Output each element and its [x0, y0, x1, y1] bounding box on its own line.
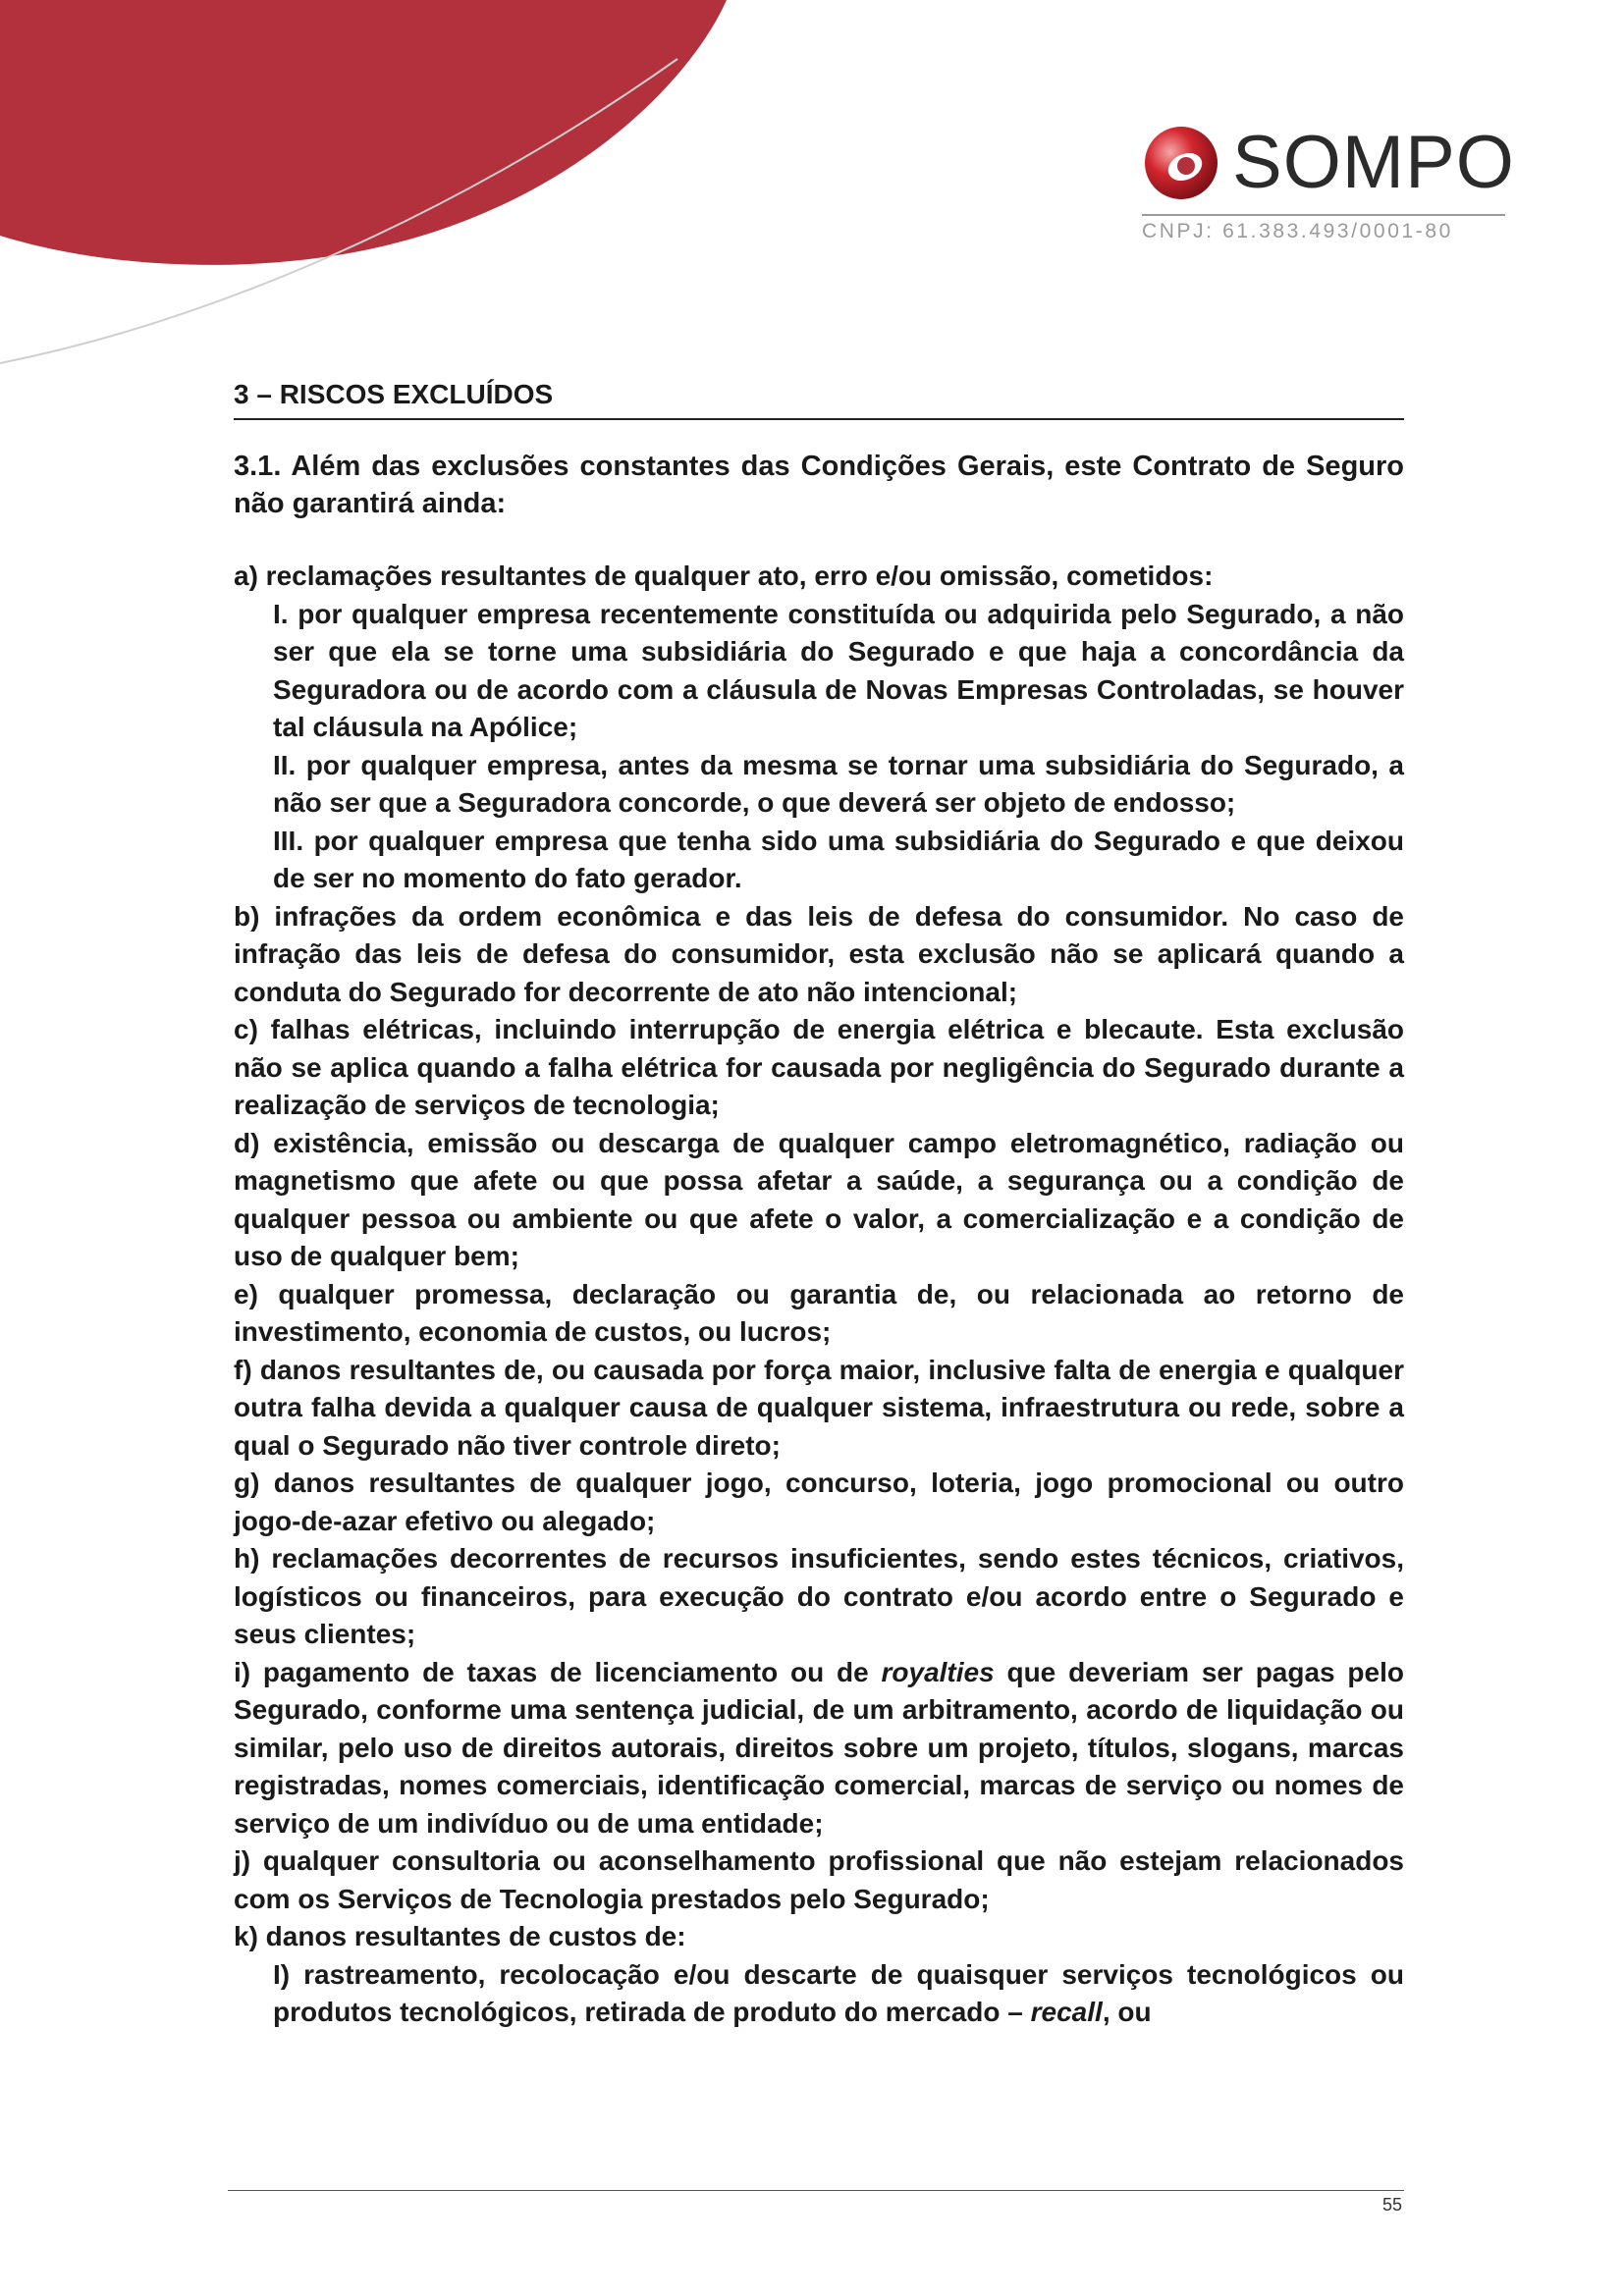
clause-e: e) qualquer promessa, declaração ou garantia de, ou relacionada ao retorno de investimento, economia de custos, ou lucros;: [234, 1278, 1404, 1347]
clause-c: c) falhas elétricas, incluindo interrupção de energia elétrica e blecaute. Esta exclusão não se aplica quando a falha elétrica for causada por negligência do Segurado durante a realização de serviços de tecnologia;: [234, 1014, 1404, 1120]
clause-k-item-1: [273, 1956, 1404, 2032]
clause-i-text-end: que deveriam ser pagas pelo Segurado, conforme uma sentença judicial, de um arbitramento, acordo de liquidação ou similar, pelo uso de direitos autorais, direitos sobre um projeto, títulos, slogans, marcas registradas, nomes comerciais, identificação comercial, marcas de serviço ou nomes de serviço de um indivíduo ou de uma entidade;: [234, 1656, 1404, 1839]
red-arc-shape: [0, 0, 727, 265]
clause-a-item-2: II. por qualquer empresa, antes da mesma se tornar uma subsidiária do Segurado, a não ser que a Seguradora concorde, o que deverá ser objeto de endosso;: [273, 749, 1404, 818]
clause-i-emphasis: royalties: [881, 1656, 995, 1687]
clause-i-text-start: i) pagamento de taxas de licenciamento ou de: [234, 1656, 882, 1687]
clause-d: d) existência, emissão ou descarga de qualquer campo eletromagnético, radiação ou magnetismo que afete ou que possa afetar a saúde, a segurança ou a condição de qualquer pessoa ou ambiente ou que afete o valor, a comercialização e a condição de uso de qualquer bem;: [234, 1127, 1404, 1271]
clause-k-item-text-start: I) rastreamento, recolocação e/ou descarte de quaisquer serviços tecnológicos ou produtos tecnológicos, retirada de produto do mercado –: [273, 1958, 1404, 2027]
clause-a: a) reclamações resultantes de qualquer ato, erro e/ou omissão, cometidos:: [234, 561, 1214, 591]
page-number: 55: [1381, 2195, 1402, 2215]
clause-a-item-3: III. por qualquer empresa que tenha sido uma subsidiária do Segurado e que deixou de ser no momento do fato gerador.: [273, 825, 1404, 893]
clause-j: j) qualquer consultoria ou aconselhamento profissional que não estejam relacionados com os Serviços de Tecnologia prestados pelo Segurado;: [234, 1845, 1404, 1914]
section-intro: 3.1. Além das exclusões constantes das Condições Gerais, este Contrato de Seguro não garantirá ainda:: [234, 451, 1404, 519]
clause-f: f) danos resultantes de, ou causada por força maior, inclusive falta de energia e qualquer outra falha devida a qualquer causa de qualquer sistema, infraestrutura ou rede, sobre a qual o Segurado não tiver controle direto;: [234, 1354, 1404, 1461]
clause-g: g) danos resultantes de qualquer jogo, concurso, loteria, jogo promocional ou outro jogo-de-azar efetivo ou alegado;: [234, 1468, 1404, 1536]
exclusions-list: [234, 558, 1404, 2032]
sompo-logo-icon: [1142, 124, 1220, 202]
clause-h: h) reclamações decorrentes de recursos insuficientes, sendo estes técnicos, criativos, logísticos ou financeiros, para execução do contrato e/ou acordo entre o Segurado e seus clientes;: [234, 1543, 1404, 1649]
clause-b: b) infrações da ordem econômica e das leis de defesa do consumidor. No caso de infração das leis de defesa do consumidor, esta exclusão não se aplicará quando a conduta do Segurado for decorrente de ato não intencional;: [234, 900, 1404, 1007]
document-body: [234, 375, 1404, 2032]
clause-a-item-1: I. por qualquer empresa recentemente constituída ou adquirida pelo Segurado, a não ser que ela se torne uma subsidiária do Segurado e que haja a concordância da Seguradora ou de acordo com a cláusula de Novas Empresas Controladas, se houver tal cláusula na Apólice;: [273, 598, 1404, 742]
clause-k: k) danos resultantes de custos de:: [234, 1921, 686, 1951]
sompo-logo: [1142, 116, 1515, 243]
clause-k-item-text-end: , ou: [1102, 1997, 1152, 2027]
logo-wordmark: SOMPO: [1232, 121, 1515, 204]
clause-i: [234, 1654, 1404, 1843]
cnpj-text: CNPJ: 61.383.493/0001-80: [1142, 220, 1453, 242]
section-title: 3 – RISCOS EXCLUÍDOS: [234, 375, 1404, 420]
clause-k-item-emphasis: recall: [1030, 1997, 1103, 2027]
header-decoration: [0, 0, 785, 393]
logo-divider: [1142, 214, 1505, 216]
footer-divider: [228, 2190, 1404, 2191]
